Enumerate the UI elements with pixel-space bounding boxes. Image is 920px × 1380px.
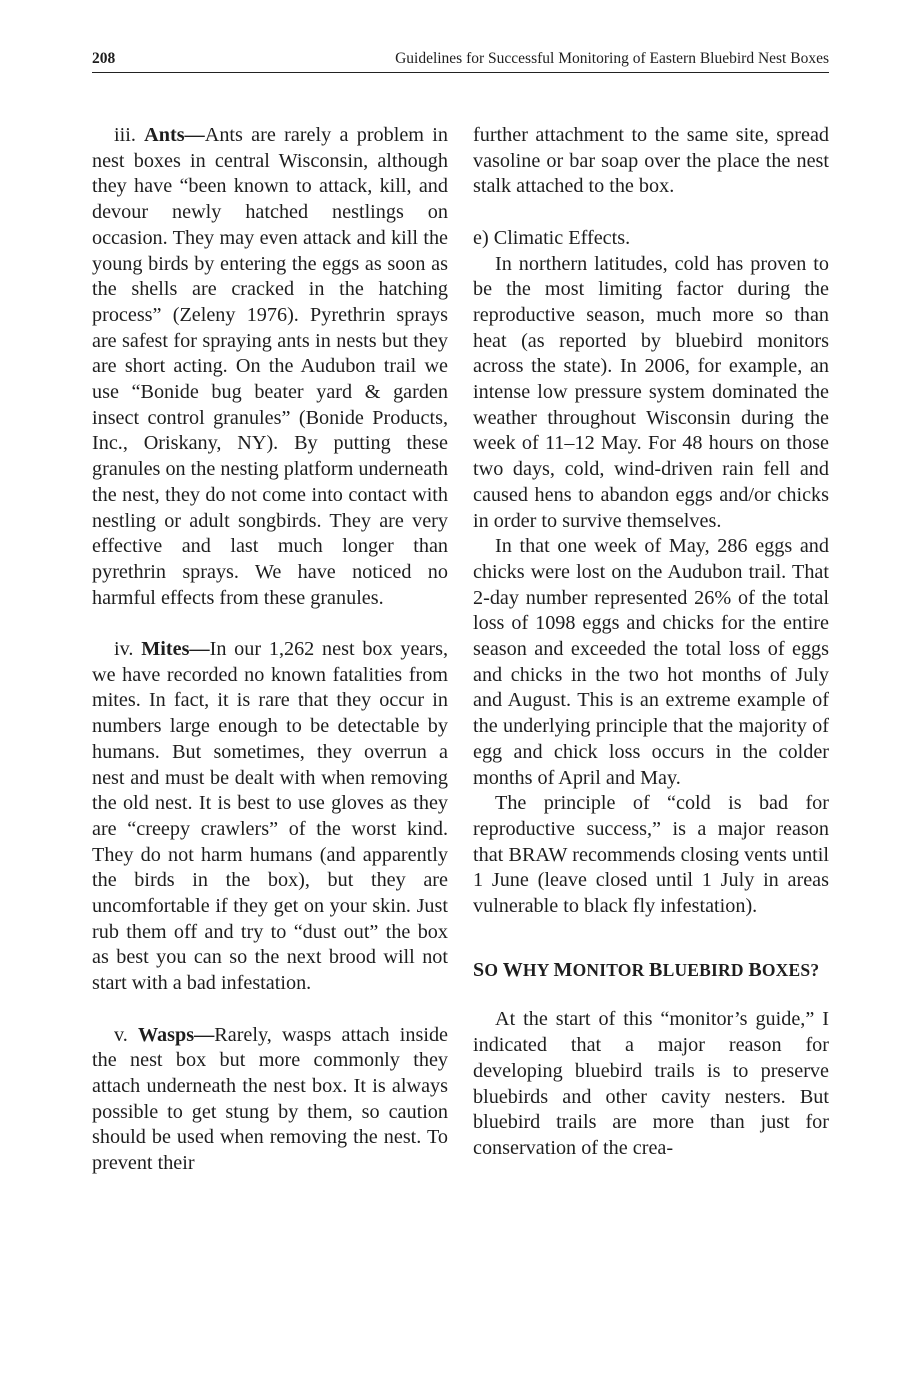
climatic-effects-label: e) Climatic Effects. bbox=[473, 226, 631, 249]
climatic-paragraph-3: The principle of “cold is bad for reproductive success,” is a major reason that BRAW recommends closing vents until 1 June (leave closed until 1 July in areas vulnerable to black fly infestation). bbox=[473, 792, 829, 918]
ants-term: Ants— bbox=[144, 124, 205, 146]
left-column bbox=[92, 123, 448, 1177]
section-heading: SO WHY MONITOR BLUEBIRD BOXES? bbox=[473, 958, 820, 981]
mites-term: Mites— bbox=[141, 638, 210, 661]
wasps-term: Wasps— bbox=[137, 1023, 215, 1046]
mites-paragraph bbox=[92, 637, 448, 997]
wasps-paragraph bbox=[92, 1023, 448, 1177]
running-title: Guidelines for Successful Monitoring of Eastern Bluebird Nest Boxes bbox=[395, 50, 829, 67]
running-header bbox=[92, 50, 829, 68]
climatic-paragraph-1: In northern latitudes, cold has proven to be the most limiting factor during the reproductive season, much more so than heat (as reported by bluebird monitors across the state). In 2006, for example, an intense low pressure system dominated the weather throughout Wisconsin during the week of 11–12 May. For 48 hours on those two days, cold, wind-driven rain fell and caused hens to abandon eggs and/or chicks in order to survive themselves. bbox=[473, 252, 829, 532]
ants-text: Ants are rarely a problem in nest boxes in central Wisconsin, although they have “been known to attack, kill, and devour newly hatched nestlings on occasion. They may even attack and kill the young birds by entering the eggs as soon as the shells are cracked in the hatching process” (Zeleny 1976). Pyrethrin sprays are safest for spraying ants in nests but they are short acting. On the Audubon trail we use “Bonide bug beater yard & garden insect control granules” (Bonide Products, Inc., Oriskany, NY). By putting these granules on the nesting platform underneath the nest, they do not come into contact with nestling or adult songbirds. They are very effective and last much longer than pyrethrin sprays. We have noticed no harmful effects from these granules. bbox=[92, 124, 448, 609]
ants-paragraph bbox=[92, 123, 448, 611]
ants-numeral: iii. bbox=[114, 124, 136, 146]
page-number: 208 bbox=[92, 50, 116, 67]
wasps-continued-paragraph: further attachment to the same site, spread vasoline or bar soap over the place the nest stalk attached to the box. bbox=[473, 124, 829, 198]
mites-numeral: iv. bbox=[114, 638, 134, 661]
monitor-paragraph-1: At the start of this “monitor’s guide,” I indicated that a major reason for developing bluebird trails is to preserve bluebirds and other cavity nesters. But bluebird trails are more than just for conservation of the crea- bbox=[473, 1008, 829, 1159]
right-column bbox=[473, 123, 829, 1162]
header-rule bbox=[92, 72, 829, 73]
wasps-text: Rarely, wasps attach inside the nest box but more commonly they attach underneath the nest box. It is always possible to get stung by them, so caution should be used when removing the nest. To prevent their bbox=[92, 1023, 448, 1175]
wasps-numeral: v. bbox=[114, 1023, 128, 1046]
mites-text: In our 1,262 nest box years, we have recorded no known fatalities from mites. In fact, it is rare that they occur in numbers large enough to be detectable by humans. But sometimes, they overrun a nest and must be dealt with when removing the old nest. It is best to use gloves as they are “creepy crawlers” of the worst kind. They do not harm humans (and apparently the birds in the box), but they are uncomfortable if they get on your skin. Just rub them off and try to “dust out” the box as best you can so the next brood will not start with a bad infestation. bbox=[92, 638, 448, 995]
climatic-paragraph-2: In that one week of May, 286 eggs and chicks were lost on the Audubon trail. That 2-day number represented 26% of the total loss of 1098 eggs and chicks for the entire season and exceeded the total loss of eggs and chicks in the two hot months of July and August. This is an extreme example of the underlying principle that the majority of egg and chick loss occurs in the colder months of April and May. bbox=[473, 535, 829, 789]
